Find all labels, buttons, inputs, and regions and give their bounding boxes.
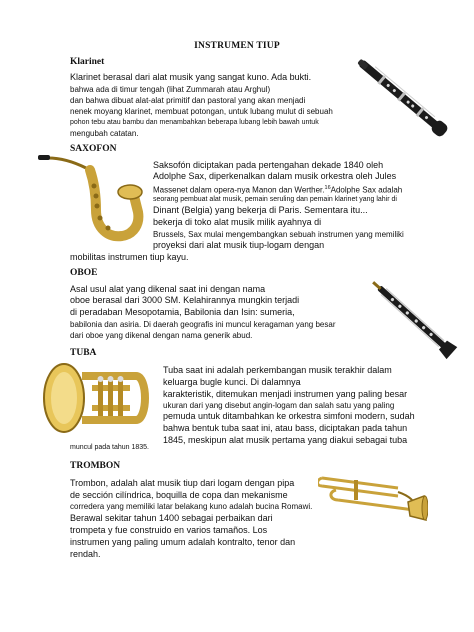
saxophone-image (30, 152, 148, 244)
trombon-line-2: de sección cilíndrica, boquilla de copa dan mekanisme (70, 490, 288, 500)
footnote-marker: 16 (324, 185, 331, 191)
klarinet-line-4: nenek moyang klarinet, membuat potongan, untuk lubang mulut di sebuah (70, 107, 333, 116)
oboe-line-2: oboe berasal dari 3000 SM. Kelahirannya mungkin terjadi (70, 295, 300, 305)
tuba-line-3: karakteristik, ditemukan menjadi instrumen yang paling besar (163, 389, 408, 399)
klarinet-line-3: dan bahwa dibuat alat-alat primitif dan pastoral yang akan menjadi (70, 96, 306, 105)
klarinet-line-2: bahwa ada di timur tengah (lihat Zummarah atau Arghul) (70, 85, 271, 94)
oboe-line-1: Asal usul alat yang dikenal saat ini dengan nama (70, 284, 266, 294)
oboe-line-5: dari oboe yang dikenal dengan nama generik abud. (70, 331, 253, 340)
document-title: INSTRUMEN TIUP (194, 41, 280, 51)
oboe-line-3: di peradaban Mesopotamia, Babilonia dan Isin: sumeria, (70, 307, 295, 317)
tuba-line-7: 1845, meskipun alat musik pertama yang diakui sebagai tuba (163, 435, 408, 445)
tuba-image (36, 358, 154, 438)
oboe-image (365, 275, 463, 363)
saxofon-line-9: mobilitas instrumen tiup kayu. (70, 252, 189, 262)
saxofon-line-3b: Adolphe Sax adalah (330, 185, 403, 195)
saxofon-line-3: Massenet dalam opera-nya Manon dan Werther. (153, 185, 325, 195)
tuba-line-4: ukuran dari yang disebut angin-logam dan salah satu yang paling (163, 401, 395, 410)
tuba-line-6: bahwa bentuk tuba saat ini, atau bass, diciptakan pada tahun (163, 423, 408, 433)
tuba-line-2: keluarga bugle kunci. Di dalamnya (163, 377, 301, 387)
heading-saxofon: SAXOFON (70, 144, 117, 154)
klarinet-line-1: Klarinet berasal dari alat musik yang sangat kuno. Ada bukti. (70, 72, 312, 82)
trombon-line-4: Berawal sekitar tahun 1400 sebagai perbaikan dari (70, 513, 273, 523)
saxofon-line-1: Saksofón diciptakan pada pertengahan dekade 1840 oleh (153, 160, 384, 170)
trombon-line-7: rendah. (70, 549, 101, 559)
klarinet-line-5: pohon tebu atau bambu dan menambahkan beberapa lubang lebih bawah untuk (70, 119, 319, 126)
saxofon-line-2: Adolphe Sax, diperkenalkan dalam musik orkestra oleh Jules (153, 171, 397, 181)
tuba-line-5: pemuda untuk ditambahkan ke orkestra simfoni modern, sudah (163, 411, 415, 421)
saxofon-line-6: bekerja di toko alat musik milik ayahnya di (153, 217, 322, 227)
trombon-line-3: corredera yang memiliki latar belakang kuno adalah bucina Romawi. (70, 502, 313, 511)
trombon-line-1: Trombon, adalah alat musik tiup dari logam dengan pipa (70, 478, 295, 488)
saxofon-line-4: seorang pembuat alat musik, pemain seruling dan pemain klarinet yang lahir di (153, 196, 397, 203)
clarinet-image (352, 52, 452, 142)
tuba-line-1: Tuba saat ini adalah perkembangan musik terakhir dalam (163, 365, 392, 375)
heading-oboe: OBOE (70, 268, 98, 278)
saxofon-line-8: proyeksi dari alat musik tiup-logam dengan (153, 240, 325, 250)
trombone-image (318, 466, 428, 522)
saxofon-line-7: Brussels, Sax mulai mengembangkan sebuah instrumen yang memiliki (153, 230, 404, 239)
trombon-line-5: trompeta y fue construido en varios tamaños. Los (70, 525, 268, 535)
heading-klarinet: Klarinet (70, 57, 105, 67)
trombon-line-6: instrumen yang paling umum adalah kontralto, tenor dan (70, 537, 296, 547)
saxofon-line-5: Dinant (Belgia) yang bekerja di Paris. Sementara itu... (153, 205, 368, 215)
heading-tuba: TUBA (70, 348, 97, 358)
oboe-line-4: babilonia dan asiria. Di daerah geografis ini muncul keragaman yang besar (70, 320, 336, 329)
heading-trombon: TROMBON (70, 461, 121, 471)
klarinet-line-6: mengubah catatan. (70, 129, 139, 138)
tuba-line-8: muncul pada tahun 1835. (70, 444, 150, 451)
